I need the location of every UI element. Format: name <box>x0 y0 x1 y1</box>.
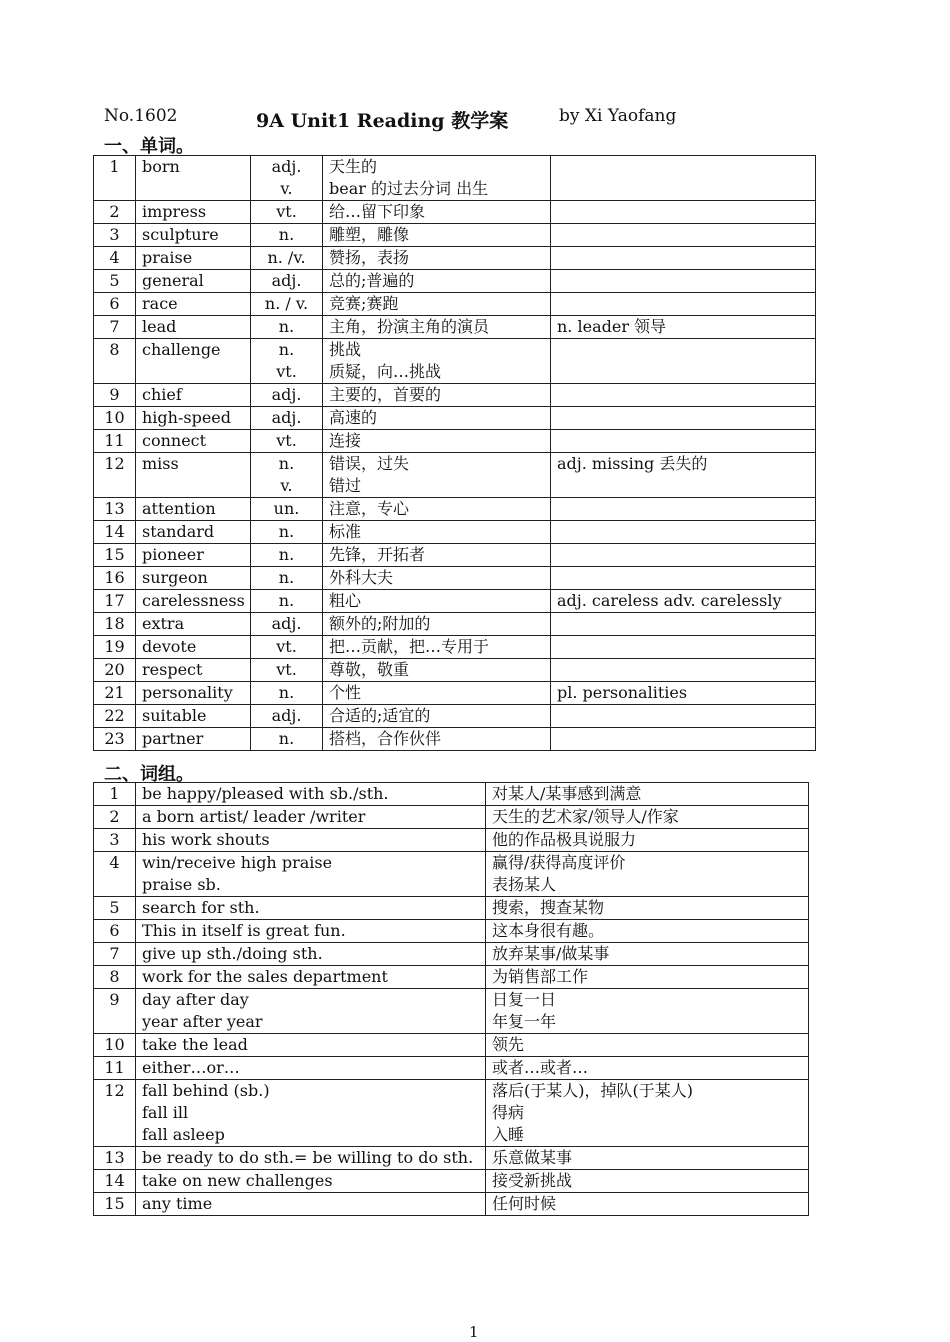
meaning-cell <box>323 728 551 751</box>
translation-cell <box>486 1147 809 1170</box>
word-cell: challenge <box>136 339 251 384</box>
translation-cell-line: 接受新挑战 <box>492 1171 573 1190</box>
meaning-cell-line: 质疑，向…挑战 <box>329 362 442 381</box>
row-number: 4 <box>94 247 136 270</box>
part-of-speech-cell <box>251 567 323 590</box>
phrase-cell-line: take on new challenges <box>142 1171 333 1190</box>
translation-cell <box>486 1170 809 1193</box>
meaning-cell <box>323 430 551 453</box>
translation-cell-line: 入睡 <box>492 1125 525 1144</box>
note-cell <box>551 156 816 201</box>
row-number: 10 <box>94 1034 136 1057</box>
part-of-speech-cell-line: adj. <box>271 614 302 633</box>
meaning-cell <box>323 293 551 316</box>
part-of-speech-cell-line: n. <box>278 225 295 244</box>
phrase-cell <box>136 783 486 806</box>
part-of-speech-cell-line: n. <box>278 340 295 359</box>
note-cell <box>551 430 816 453</box>
table-row <box>94 293 816 316</box>
part-of-speech-cell <box>251 270 323 293</box>
translation-cell-line: 落后(于某人)，掉队(于某人) <box>492 1081 693 1100</box>
meaning-cell <box>323 270 551 293</box>
phrase-cell <box>136 920 486 943</box>
part-of-speech-cell-line: vt. <box>276 362 297 381</box>
phrase-cell <box>136 829 486 852</box>
translation-cell-line: 表扬某人 <box>492 875 557 894</box>
note-cell <box>551 659 816 682</box>
row-number: 4 <box>94 852 136 897</box>
meaning-cell <box>323 682 551 705</box>
part-of-speech-cell <box>251 407 323 430</box>
part-of-speech-cell <box>251 156 323 201</box>
table-row <box>94 270 816 293</box>
table-row <box>94 966 809 989</box>
phrase-cell <box>136 1170 486 1193</box>
meaning-cell-line: 错过 <box>329 476 362 495</box>
part-of-speech-cell-line: adj. <box>271 157 302 176</box>
table-row <box>94 682 816 705</box>
meaning-cell <box>323 613 551 636</box>
part-of-speech-cell <box>251 590 323 613</box>
note-cell <box>551 201 816 224</box>
meaning-cell <box>323 316 551 339</box>
phrase-cell-line: either…or… <box>142 1058 240 1077</box>
meaning-cell-line: 天生的 <box>329 157 378 176</box>
table-row <box>94 384 816 407</box>
meaning-cell-line: 先锋，开拓者 <box>329 545 426 564</box>
part-of-speech-cell <box>251 521 323 544</box>
translation-cell-line: 天生的艺术家/领导人/作家 <box>492 807 679 826</box>
table-row <box>94 544 816 567</box>
table-row <box>94 613 816 636</box>
translation-cell-line: 或者…或者… <box>492 1058 589 1077</box>
row-number: 7 <box>94 943 136 966</box>
meaning-cell-line: 尊敬，敬重 <box>329 660 410 679</box>
row-number: 5 <box>94 270 136 293</box>
table-row <box>94 247 816 270</box>
note-cell <box>551 407 816 430</box>
translation-cell <box>486 989 809 1034</box>
note-cell <box>551 636 816 659</box>
translation-cell-line: 这本身很有趣。 <box>492 921 605 940</box>
part-of-speech-cell <box>251 339 323 384</box>
meaning-cell <box>323 247 551 270</box>
part-of-speech-cell-line: vt. <box>276 202 297 221</box>
part-of-speech-cell <box>251 544 323 567</box>
part-of-speech-cell <box>251 201 323 224</box>
note-cell <box>551 339 816 384</box>
row-number: 3 <box>94 224 136 247</box>
part-of-speech-cell-line: n. <box>278 317 295 336</box>
part-of-speech-cell-line: n. <box>278 454 295 473</box>
phrase-cell-line: fall ill <box>142 1103 189 1122</box>
translation-cell-line: 年复一年 <box>492 1012 557 1031</box>
row-number: 3 <box>94 829 136 852</box>
part-of-speech-cell-line: adj. <box>271 408 302 427</box>
translation-cell <box>486 829 809 852</box>
row-number: 1 <box>94 783 136 806</box>
phrase-cell-line: his work shouts <box>142 830 270 849</box>
row-number: 2 <box>94 201 136 224</box>
word-cell: race <box>136 293 251 316</box>
word-cell: praise <box>136 247 251 270</box>
row-number: 19 <box>94 636 136 659</box>
phrase-heading: 二、词组。 <box>104 764 194 785</box>
translation-cell-line: 日复一日 <box>492 990 557 1009</box>
translation-cell-line: 得病 <box>492 1103 525 1122</box>
word-cell: miss <box>136 453 251 498</box>
meaning-cell-line: 给…留下印象 <box>329 202 426 221</box>
part-of-speech-cell <box>251 705 323 728</box>
word-cell: high-speed <box>136 407 251 430</box>
translation-cell <box>486 783 809 806</box>
note-cell <box>551 498 816 521</box>
translation-cell <box>486 806 809 829</box>
translation-cell <box>486 920 809 943</box>
meaning-cell-line: 额外的;附加的 <box>329 614 431 633</box>
meaning-cell <box>323 659 551 682</box>
part-of-speech-cell <box>251 316 323 339</box>
table-row <box>94 430 816 453</box>
translation-cell-line: 搜索，搜查某物 <box>492 898 605 917</box>
translation-cell <box>486 966 809 989</box>
note-cell <box>551 293 816 316</box>
translation-cell <box>486 1193 809 1216</box>
word-cell: personality <box>136 682 251 705</box>
word-cell: general <box>136 270 251 293</box>
meaning-cell-line: 竞赛;赛跑 <box>329 294 399 313</box>
part-of-speech-cell <box>251 384 323 407</box>
word-cell: connect <box>136 430 251 453</box>
phrase-cell-line: any time <box>142 1194 213 1213</box>
phrase-cell <box>136 1193 486 1216</box>
note-cell <box>551 613 816 636</box>
phrase-cell-line: give up sth./doing sth. <box>142 944 323 963</box>
table-row <box>94 453 816 498</box>
table-row <box>94 636 816 659</box>
phrase-cell <box>136 806 486 829</box>
table-row <box>94 1170 809 1193</box>
translation-cell-line: 赢得/获得高度评价 <box>492 853 626 872</box>
note-cell <box>551 247 816 270</box>
table-row <box>94 407 816 430</box>
part-of-speech-cell-line: vt. <box>276 431 297 450</box>
part-of-speech-cell-line: n. <box>278 683 295 702</box>
meaning-cell-line: 总的;普遍的 <box>329 271 415 290</box>
table-row <box>94 316 816 339</box>
meaning-cell <box>323 453 551 498</box>
phrase-cell-line: take the lead <box>142 1035 248 1054</box>
translation-cell-line: 对某人/某事感到满意 <box>492 784 642 803</box>
word-cell: chief <box>136 384 251 407</box>
row-number: 17 <box>94 590 136 613</box>
part-of-speech-cell-line: n. <box>278 568 295 587</box>
note-cell <box>551 544 816 567</box>
meaning-cell-line: 标准 <box>329 522 362 541</box>
translation-cell <box>486 943 809 966</box>
part-of-speech-cell-line: adj. <box>271 271 302 290</box>
meaning-cell <box>323 544 551 567</box>
meaning-cell <box>323 498 551 521</box>
part-of-speech-cell <box>251 613 323 636</box>
word-cell: extra <box>136 613 251 636</box>
document-title: 9A Unit1 Reading 教学案 <box>256 110 509 132</box>
meaning-cell <box>323 156 551 201</box>
phrase-cell-line: day after day <box>142 990 249 1009</box>
row-number: 22 <box>94 705 136 728</box>
row-number: 13 <box>94 1147 136 1170</box>
phrase-cell <box>136 966 486 989</box>
row-number: 1 <box>94 156 136 201</box>
meaning-cell-line: 注意，专心 <box>329 499 410 518</box>
table-row <box>94 728 816 751</box>
meaning-cell-line: 个性 <box>329 683 362 702</box>
meaning-cell <box>323 201 551 224</box>
meaning-cell <box>323 384 551 407</box>
part-of-speech-cell <box>251 224 323 247</box>
part-of-speech-cell <box>251 293 323 316</box>
meaning-cell <box>323 705 551 728</box>
note-cell: pl. personalities <box>551 682 816 705</box>
note-cell <box>551 567 816 590</box>
phrase-cell-line: be happy/pleased with sb./sth. <box>142 784 389 803</box>
part-of-speech-cell-line: n. <box>278 545 295 564</box>
translation-cell-line: 为销售部工作 <box>492 967 589 986</box>
translation-cell <box>486 1080 809 1147</box>
meaning-cell-line: 高速的 <box>329 408 378 427</box>
part-of-speech-cell-line: n. <box>278 591 295 610</box>
part-of-speech-cell-line: vt. <box>276 637 297 656</box>
table-row <box>94 989 809 1034</box>
table-row <box>94 783 809 806</box>
table-row <box>94 1080 809 1147</box>
meaning-cell-line: 合适的;适宜的 <box>329 706 431 725</box>
row-number: 6 <box>94 920 136 943</box>
table-row <box>94 590 816 613</box>
note-cell: n. leader 领导 <box>551 316 816 339</box>
row-number: 14 <box>94 1170 136 1193</box>
word-cell: respect <box>136 659 251 682</box>
table-row <box>94 201 816 224</box>
phrase-cell-line: year after year <box>142 1012 263 1031</box>
word-cell: carelessness <box>136 590 251 613</box>
part-of-speech-cell-line: n. <box>278 522 295 541</box>
table-row <box>94 897 809 920</box>
phrase-cell <box>136 852 486 897</box>
meaning-cell <box>323 407 551 430</box>
phrase-cell <box>136 1034 486 1057</box>
meaning-cell-line: 挑战 <box>329 340 362 359</box>
row-number: 21 <box>94 682 136 705</box>
phrase-cell-line: praise sb. <box>142 875 221 894</box>
table-row <box>94 852 809 897</box>
row-number: 11 <box>94 1057 136 1080</box>
table-row <box>94 339 816 384</box>
meaning-cell <box>323 567 551 590</box>
part-of-speech-cell <box>251 728 323 751</box>
row-number: 13 <box>94 498 136 521</box>
meaning-cell-line: 主要的，首要的 <box>329 385 442 404</box>
note-cell <box>551 384 816 407</box>
table-row <box>94 521 816 544</box>
word-cell: sculpture <box>136 224 251 247</box>
table-row <box>94 705 816 728</box>
table-row <box>94 659 816 682</box>
translation-cell <box>486 1034 809 1057</box>
note-cell: adj. missing 丢失的 <box>551 453 816 498</box>
note-cell <box>551 521 816 544</box>
translation-cell-line: 任何时候 <box>492 1194 557 1213</box>
table-row <box>94 829 809 852</box>
phrase-cell-line: search for sth. <box>142 898 260 917</box>
phrase-cell-line: This in itself is great fun. <box>142 921 346 940</box>
vocab-heading: 一、单词。 <box>104 136 194 157</box>
table-row <box>94 1193 809 1216</box>
part-of-speech-cell <box>251 659 323 682</box>
table-row <box>94 567 816 590</box>
part-of-speech-cell-line: v. <box>280 476 293 495</box>
table-row <box>94 806 809 829</box>
phrase-cell <box>136 1057 486 1080</box>
document-number: No.1602 <box>104 106 178 126</box>
row-number: 18 <box>94 613 136 636</box>
part-of-speech-cell <box>251 430 323 453</box>
phrase-cell-line: be ready to do sth.= be willing to do sth. <box>142 1148 474 1167</box>
phrase-cell <box>136 1080 486 1147</box>
row-number: 12 <box>94 1080 136 1147</box>
row-number: 8 <box>94 966 136 989</box>
document-author: by Xi Yaofang <box>559 106 677 126</box>
row-number: 2 <box>94 806 136 829</box>
translation-cell <box>486 852 809 897</box>
table-row <box>94 156 816 201</box>
part-of-speech-cell <box>251 247 323 270</box>
row-number: 20 <box>94 659 136 682</box>
part-of-speech-cell <box>251 636 323 659</box>
phrase-cell <box>136 989 486 1034</box>
row-number: 9 <box>94 384 136 407</box>
word-cell: surgeon <box>136 567 251 590</box>
word-cell: partner <box>136 728 251 751</box>
phrase-cell-line: a born artist/ leader /writer <box>142 807 366 826</box>
meaning-cell <box>323 521 551 544</box>
word-cell: suitable <box>136 705 251 728</box>
note-cell <box>551 728 816 751</box>
phrase-cell-line: fall behind (sb.) <box>142 1081 270 1100</box>
meaning-cell <box>323 636 551 659</box>
page-number: 1 <box>469 1323 479 1341</box>
vocab-table <box>93 155 816 751</box>
meaning-cell-line: 主角，扮演主角的演员 <box>329 317 490 336</box>
translation-cell-line: 乐意做某事 <box>492 1148 573 1167</box>
row-number: 14 <box>94 521 136 544</box>
part-of-speech-cell-line: n. <box>278 729 295 748</box>
word-cell: standard <box>136 521 251 544</box>
row-number: 23 <box>94 728 136 751</box>
meaning-cell-line: 搭档，合作伙伴 <box>329 729 442 748</box>
part-of-speech-cell-line: v. <box>280 179 293 198</box>
note-cell: adj. careless adv. carelessly <box>551 590 816 613</box>
table-row <box>94 224 816 247</box>
word-cell: impress <box>136 201 251 224</box>
part-of-speech-cell <box>251 682 323 705</box>
meaning-cell-line: 外科大夫 <box>329 568 394 587</box>
translation-cell-line: 放弃某事/做某事 <box>492 944 610 963</box>
note-cell <box>551 705 816 728</box>
meaning-cell-line: 连接 <box>329 431 362 450</box>
row-number: 7 <box>94 316 136 339</box>
word-cell: attention <box>136 498 251 521</box>
table-row <box>94 943 809 966</box>
phrase-cell-line: fall asleep <box>142 1125 225 1144</box>
meaning-cell-line: 粗心 <box>329 591 362 610</box>
meaning-cell <box>323 224 551 247</box>
note-cell <box>551 270 816 293</box>
word-cell: devote <box>136 636 251 659</box>
row-number: 15 <box>94 1193 136 1216</box>
part-of-speech-cell-line: n. /v. <box>267 248 306 267</box>
phrase-cell <box>136 897 486 920</box>
word-cell: born <box>136 156 251 201</box>
document-header <box>104 106 824 130</box>
table-row <box>94 1034 809 1057</box>
meaning-cell-line: 把…贡献，把…专用于 <box>329 637 490 656</box>
meaning-cell-line: 赞扬，表扬 <box>329 248 410 267</box>
phrase-cell <box>136 1147 486 1170</box>
row-number: 6 <box>94 293 136 316</box>
meaning-cell-line: bear 的过去分词 出生 <box>329 179 489 198</box>
phrase-cell-line: work for the sales department <box>142 967 388 986</box>
row-number: 15 <box>94 544 136 567</box>
meaning-cell-line: 雕塑，雕像 <box>329 225 410 244</box>
word-cell: pioneer <box>136 544 251 567</box>
row-number: 12 <box>94 453 136 498</box>
part-of-speech-cell-line: n. / v. <box>264 294 309 313</box>
translation-cell-line: 他的作品极具说服力 <box>492 830 637 849</box>
row-number: 9 <box>94 989 136 1034</box>
translation-cell-line: 领先 <box>492 1035 525 1054</box>
row-number: 11 <box>94 430 136 453</box>
translation-cell <box>486 897 809 920</box>
table-row <box>94 920 809 943</box>
row-number: 16 <box>94 567 136 590</box>
word-cell: lead <box>136 316 251 339</box>
table-row <box>94 1147 809 1170</box>
table-row <box>94 498 816 521</box>
meaning-cell-line: 错误，过失 <box>329 454 410 473</box>
part-of-speech-cell-line: un. <box>273 499 300 518</box>
part-of-speech-cell <box>251 498 323 521</box>
row-number: 5 <box>94 897 136 920</box>
phrase-table <box>93 782 809 1216</box>
part-of-speech-cell-line: vt. <box>276 660 297 679</box>
meaning-cell <box>323 339 551 384</box>
phrase-cell <box>136 943 486 966</box>
row-number: 8 <box>94 339 136 384</box>
part-of-speech-cell-line: adj. <box>271 385 302 404</box>
table-row <box>94 1057 809 1080</box>
translation-cell <box>486 1057 809 1080</box>
phrase-cell-line: win/receive high praise <box>142 853 333 872</box>
meaning-cell <box>323 590 551 613</box>
part-of-speech-cell <box>251 453 323 498</box>
part-of-speech-cell-line: adj. <box>271 706 302 725</box>
note-cell <box>551 224 816 247</box>
row-number: 10 <box>94 407 136 430</box>
